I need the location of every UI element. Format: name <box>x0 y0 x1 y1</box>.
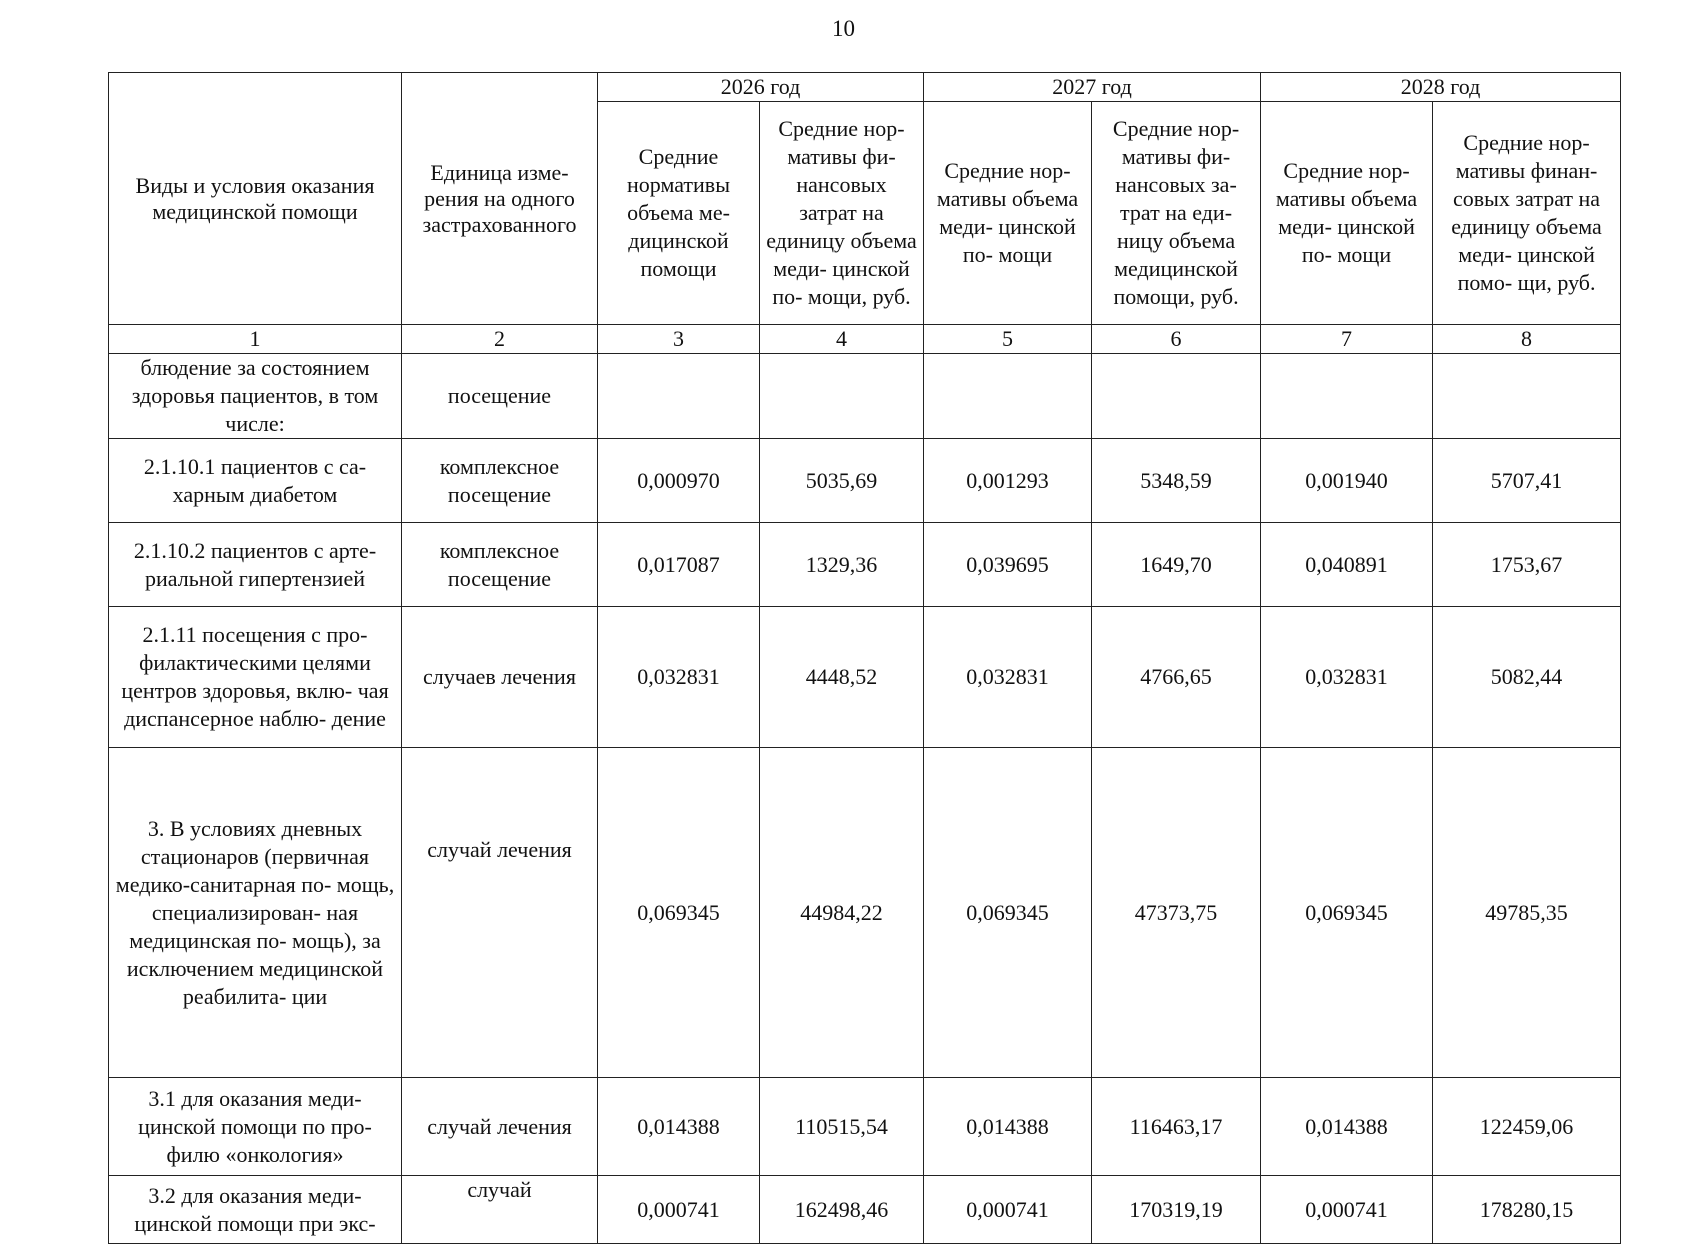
value-cell: 4766,65 <box>1092 607 1261 748</box>
header-year-2026: 2026 год <box>598 73 924 102</box>
value-cell: 1329,36 <box>760 523 924 607</box>
value-cell: 0,014388 <box>598 1078 760 1176</box>
value-cell: 0,040891 <box>1261 523 1433 607</box>
unit-cell: случай лечения <box>402 748 598 1078</box>
value-cell: 5082,44 <box>1433 607 1621 748</box>
value-cell: 44984,22 <box>760 748 924 1078</box>
table-row <box>109 354 1621 439</box>
value-cell <box>1092 354 1261 439</box>
table-row <box>109 607 1621 748</box>
value-cell: 0,000741 <box>924 1176 1092 1244</box>
value-cell: 0,014388 <box>1261 1078 1433 1176</box>
column-number: 8 <box>1433 325 1621 354</box>
value-cell: 0,017087 <box>598 523 760 607</box>
care-type-cell: 2.1.10.1 пациентов с са- харным диабетом <box>109 439 402 523</box>
table-row <box>109 748 1621 1078</box>
unit-cell: случай лечения <box>402 1078 598 1176</box>
value-cell: 0,069345 <box>924 748 1092 1078</box>
column-number: 6 <box>1092 325 1261 354</box>
value-cell: 5707,41 <box>1433 439 1621 523</box>
table-row <box>109 1078 1621 1176</box>
value-cell: 49785,35 <box>1433 748 1621 1078</box>
value-cell: 5035,69 <box>760 439 924 523</box>
care-type-cell: 2.1.10.2 пациентов с арте- риальной гипертензией <box>109 523 402 607</box>
header-volume-2027: Средние нор- мативы объема меди- цинской по- мощи <box>924 102 1092 325</box>
care-type-cell: блюдение за состоянием здоровья пациентов, в том числе: <box>109 354 402 439</box>
unit-cell: случаев лечения <box>402 607 598 748</box>
value-cell: 1753,67 <box>1433 523 1621 607</box>
unit-cell: посещение <box>402 354 598 439</box>
header-year-2028: 2028 год <box>1261 73 1621 102</box>
value-cell <box>924 354 1092 439</box>
value-cell: 0,032831 <box>598 607 760 748</box>
value-cell: 5348,59 <box>1092 439 1261 523</box>
header-volume-2028: Средние нор- мативы объема меди- цинской по- мощи <box>1261 102 1433 325</box>
value-cell: 122459,06 <box>1433 1078 1621 1176</box>
norms-table <box>108 72 1621 1244</box>
column-number: 4 <box>760 325 924 354</box>
unit-cell: комплексное посещение <box>402 523 598 607</box>
column-number-row <box>109 325 1621 354</box>
header-year-2027: 2027 год <box>924 73 1261 102</box>
care-type-cell: 3.1 для оказания меди- цинской помощи по про- филю «онкология» <box>109 1078 402 1176</box>
column-number: 7 <box>1261 325 1433 354</box>
header-volume-2026: Средние нормативы объема ме- дицинской помощи <box>598 102 760 325</box>
value-cell <box>760 354 924 439</box>
value-cell: 4448,52 <box>760 607 924 748</box>
value-cell: 0,014388 <box>924 1078 1092 1176</box>
value-cell <box>1261 354 1433 439</box>
value-cell: 116463,17 <box>1092 1078 1261 1176</box>
header-unit: Единица изме- рения на одного застрахованного <box>402 73 598 325</box>
header-cost-2027: Средние нор- мативы фи- нансовых за- трат на еди- ницу объема медицинской помощи, руб. <box>1092 102 1261 325</box>
care-type-cell: 3.2 для оказания меди- цинской помощи при экс- <box>109 1176 402 1244</box>
column-number: 3 <box>598 325 760 354</box>
column-number: 2 <box>402 325 598 354</box>
value-cell: 0,001293 <box>924 439 1092 523</box>
value-cell <box>598 354 760 439</box>
table-row <box>109 1176 1621 1244</box>
value-cell: 0,001940 <box>1261 439 1433 523</box>
header-cost-2026: Средние нор- мативы фи- нансовых затрат на единицу объема меди- цинской по- мощи, руб. <box>760 102 924 325</box>
value-cell: 162498,46 <box>760 1176 924 1244</box>
value-cell: 0,032831 <box>1261 607 1433 748</box>
column-number: 5 <box>924 325 1092 354</box>
value-cell: 0,000741 <box>598 1176 760 1244</box>
value-cell: 110515,54 <box>760 1078 924 1176</box>
value-cell: 47373,75 <box>1092 748 1261 1078</box>
value-cell <box>1433 354 1621 439</box>
header-cost-2028: Средние нор- мативы финан- совых затрат на единицу объема меди- цинской помо- щи, руб. <box>1433 102 1621 325</box>
care-type-cell: 3. В условиях дневных стационаров (первичная медико-санитарная по- мощь, специализирован- ная медицинская по- мощь), за исключением медицинской реабилита- ции <box>109 748 402 1078</box>
value-cell: 0,069345 <box>598 748 760 1078</box>
value-cell: 170319,19 <box>1092 1176 1261 1244</box>
value-cell: 0,039695 <box>924 523 1092 607</box>
value-cell: 0,032831 <box>924 607 1092 748</box>
header-care-type: Виды и условия оказания медицинской помощи <box>109 73 402 325</box>
header-year-row <box>109 73 1621 102</box>
table-row <box>109 523 1621 607</box>
value-cell: 1649,70 <box>1092 523 1261 607</box>
value-cell: 0,000741 <box>1261 1176 1433 1244</box>
value-cell: 0,000970 <box>598 439 760 523</box>
column-number: 1 <box>109 325 402 354</box>
table-row <box>109 439 1621 523</box>
page-number: 10 <box>832 16 855 41</box>
care-type-cell: 2.1.11 посещения с про- филактическими целями центров здоровья, вклю- чая диспансерное наблю- дение <box>109 607 402 748</box>
unit-cell: случай <box>402 1176 598 1244</box>
value-cell: 178280,15 <box>1433 1176 1621 1244</box>
unit-cell: комплексное посещение <box>402 439 598 523</box>
value-cell: 0,069345 <box>1261 748 1433 1078</box>
